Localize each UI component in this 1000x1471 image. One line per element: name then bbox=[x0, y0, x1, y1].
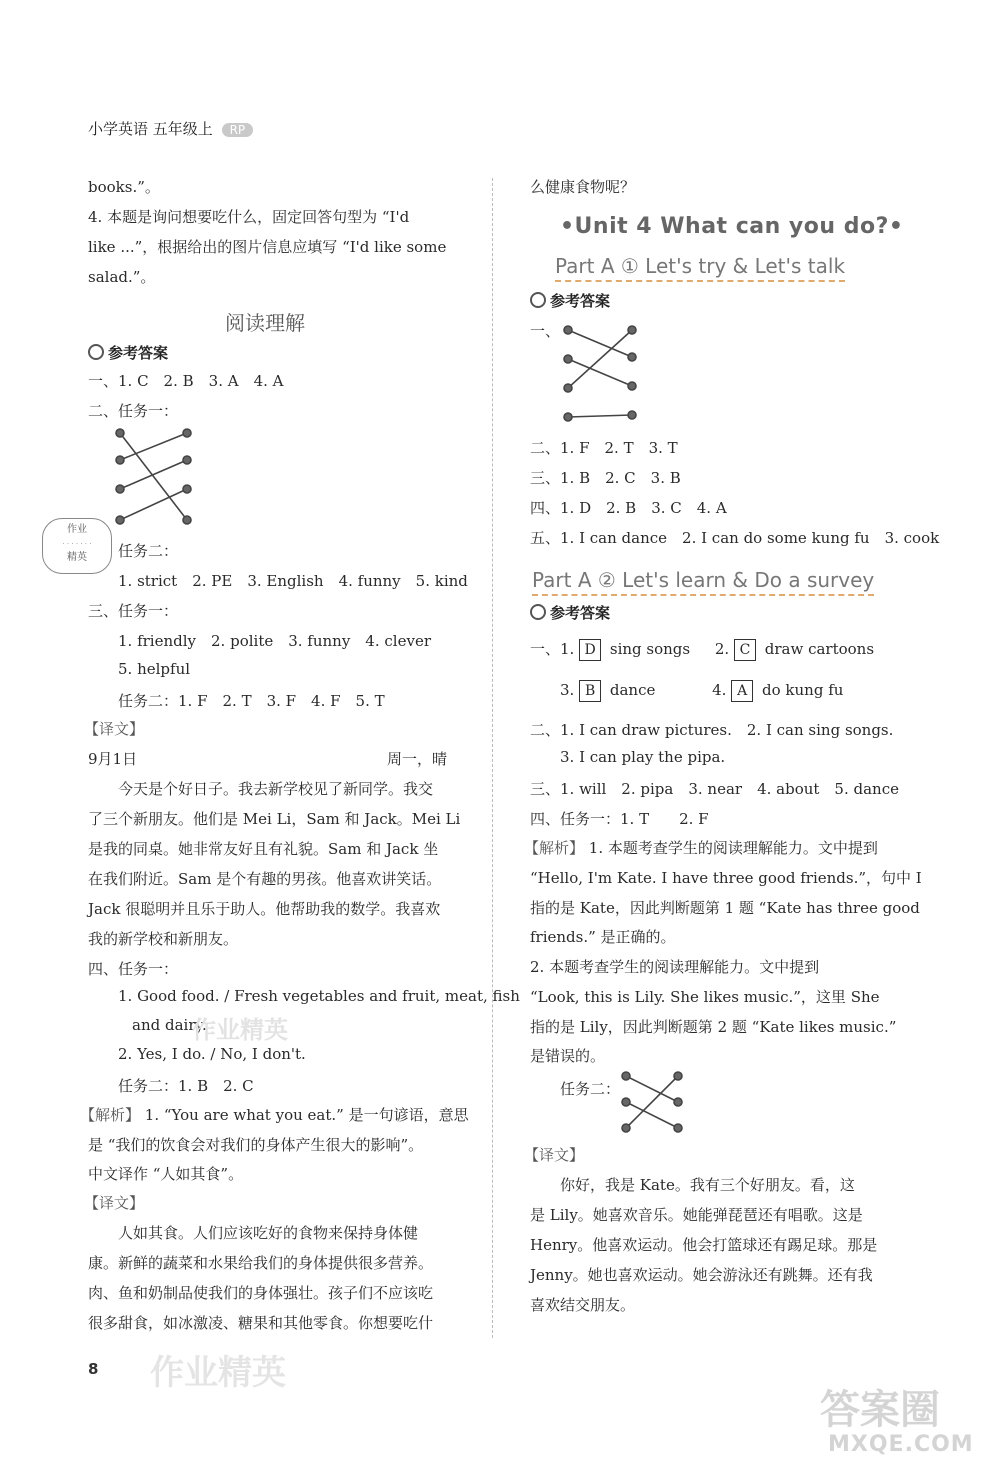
site-logo: 答案圈 bbox=[820, 1387, 940, 1433]
answer-box: C bbox=[734, 639, 756, 661]
left-line: salad.”。 bbox=[88, 268, 156, 286]
left-line: 4. 本题是询问想要吃什么，固定回答句型为 “I'd bbox=[88, 208, 410, 226]
answer-line: 五、1. I can dance 2. I can do some kung fu 3. cook bbox=[530, 529, 940, 547]
analysis-line: 2. 本题考查学生的阅读理解能力。文中提到 bbox=[530, 958, 820, 976]
answer-line: 三、1. will 2. pipa 3. near 4. about 5. dance bbox=[530, 780, 899, 798]
answer-line: 任务二：1. B 2. C bbox=[118, 1077, 254, 1095]
analysis-line: 是 “我们的饮食会对我们的身体产生很大的影响”。 bbox=[88, 1136, 424, 1154]
answer-line: 任务二：1. F 2. T 3. F 4. F 5. T bbox=[118, 692, 385, 710]
matching-diagram bbox=[620, 1070, 686, 1136]
answer-line: 3. I can play the pipa. bbox=[560, 748, 726, 766]
answer-line: 5. helpful bbox=[118, 660, 191, 678]
magnifier-icon bbox=[530, 604, 546, 620]
box-answer-row: 3. B dance 4. A do kung fu bbox=[560, 680, 843, 702]
translation-tag: 【译文】 bbox=[84, 720, 145, 738]
part-title: Part A ② Let's learn & Do a survey bbox=[532, 568, 874, 596]
answer-line: 1. strict 2. PE 3. English 4. funny 5. kind bbox=[118, 572, 468, 590]
part-title: Part A ① Let's try & Let's talk bbox=[555, 254, 845, 282]
translation-line: 肉、鱼和奶制品使我们的身体强壮。孩子们不应该吃 bbox=[88, 1284, 434, 1302]
answer-heading: 参考答案 bbox=[530, 290, 610, 311]
answer-line: 二、1. F 2. T 3. T bbox=[530, 439, 678, 457]
analysis-line: “Look, this is Lily. She likes music.”，这里 She bbox=[530, 988, 880, 1006]
translation-tag: 【译文】 bbox=[84, 1194, 145, 1212]
translation-line: 今天是个好日子。我去新学校见了新同学。我交 bbox=[118, 780, 434, 798]
translation-line: Jenny。她也喜欢运动。她会游泳还有跳舞。还有我 bbox=[530, 1266, 873, 1284]
magnifier-icon bbox=[530, 292, 546, 308]
edition-badge: RP bbox=[222, 123, 254, 137]
translation-line: Jack 很聪明并且乐于助人。他帮助我的数学。我喜欢 bbox=[88, 900, 441, 918]
analysis-line: 指的是 Lily，因此判断题第 2 题 “Kate likes music.” bbox=[530, 1018, 897, 1036]
answer-line: 三、任务一： bbox=[88, 602, 179, 620]
left-line: like ...”，根据给出的图片信息应填写 “I'd like some bbox=[88, 238, 447, 256]
answer-line: and dairy. bbox=[132, 1016, 207, 1034]
answer-line: 四、1. D 2. B 3. C 4. A bbox=[530, 499, 727, 517]
publisher-stamp: 作业 · · · · · · · 精英 bbox=[42, 518, 112, 574]
answer-line: 一、1. C 2. B 3. A 4. A bbox=[88, 372, 284, 390]
answer-line: 四、任务一：1. T 2. F bbox=[530, 810, 709, 828]
section-title: 阅读理解 bbox=[225, 311, 305, 335]
diary-weekday: 周一，晴 bbox=[387, 750, 448, 768]
answer-line: 二、1. I can draw pictures. 2. I can sing songs. bbox=[530, 721, 894, 739]
analysis-line: 中文译作 “人如其食”。 bbox=[88, 1165, 244, 1183]
task-two-label: 任务二： bbox=[560, 1080, 621, 1098]
translation-line: 康。新鲜的蔬菜和水果给我们的身体提供很多营养。 bbox=[88, 1254, 434, 1272]
answer-heading: 参考答案 bbox=[530, 602, 610, 623]
answer-line: 一、 bbox=[530, 322, 561, 340]
translation-line: 你好，我是 Kate。我有三个好朋友。看，这 bbox=[560, 1176, 855, 1194]
page-number: 8 bbox=[88, 1360, 99, 1378]
answer-line: 任务二： bbox=[118, 542, 179, 560]
analysis-line: friends.” 是正确的。 bbox=[530, 928, 676, 946]
watermark-bottom: 作业精英 bbox=[150, 1353, 286, 1393]
translation-line: 喜欢结交朋友。 bbox=[530, 1296, 636, 1314]
translation-line: 是我的同桌。她非常友好且有礼貌。Sam 和 Jack 坐 bbox=[88, 840, 439, 858]
analysis-line: 指的是 Kate，因此判断题第 1 题 “Kate has three good bbox=[530, 899, 920, 917]
column-divider bbox=[492, 178, 493, 1338]
translation-line: 人如其食。人们应该吃好的食物来保持身体健 bbox=[118, 1224, 419, 1242]
answer-line: 1. friendly 2. polite 3. funny 4. clever bbox=[118, 632, 431, 650]
translation-line: 很多甜食，如冰激凌、糖果和其他零食。你想要吃什 bbox=[88, 1314, 434, 1332]
book-header bbox=[88, 118, 253, 139]
translation-line: 是 Lily。她喜欢音乐。她能弹琵琶还有唱歌。这是 bbox=[530, 1206, 863, 1224]
translation-line: 在我们附近。Sam 是个有趣的男孩。他喜欢讲笑话。 bbox=[88, 870, 442, 888]
right-line: 么健康食物呢？ bbox=[530, 178, 636, 196]
watermark-mid: 作业精英 bbox=[192, 1016, 288, 1044]
unit-title: •Unit 4 What can you do?• bbox=[560, 214, 904, 239]
analysis-line: 【解析】 1. “You are what you eat.” 是一句谚语，意思 bbox=[80, 1106, 469, 1124]
answer-line: 2. Yes, I do. / No, I don't. bbox=[118, 1045, 306, 1063]
translation-line: Henry。他喜欢运动。他会打篮球还有踢足球。那是 bbox=[530, 1236, 878, 1254]
translation-tag: 【译文】 bbox=[524, 1146, 585, 1164]
matching-diagram bbox=[112, 425, 202, 525]
analysis-line: 是错误的。 bbox=[530, 1047, 606, 1065]
answer-box: B bbox=[579, 680, 601, 702]
analysis-tag: 【解析】 bbox=[524, 839, 585, 857]
translation-line: 了三个新朋友。他们是 Mei Li，Sam 和 Jack。Mei Li bbox=[88, 810, 461, 828]
analysis-tag: 【解析】 bbox=[80, 1106, 141, 1124]
analysis-line: 【解析】 1. 本题考查学生的阅读理解能力。文中提到 bbox=[524, 839, 878, 857]
header-title: 小学英语 五年级上 bbox=[88, 120, 213, 138]
answer-line: 四、任务一： bbox=[88, 960, 179, 978]
site-url: MXQE.COM bbox=[828, 1432, 974, 1457]
left-line: books.”。 bbox=[88, 178, 160, 196]
answer-box: D bbox=[579, 639, 601, 661]
answer-box: A bbox=[731, 680, 753, 702]
answer-line: 二、任务一： bbox=[88, 402, 179, 420]
answer-line: 三、1. B 2. C 3. B bbox=[530, 469, 681, 487]
analysis-line: “Hello, I'm Kate. I have three good friends.”，句中 I bbox=[530, 869, 922, 887]
diary-date: 9月1日 bbox=[88, 750, 138, 768]
answer-heading: 参考答案 bbox=[88, 342, 168, 363]
box-answer-row: 一、1. D sing songs 2. C draw cartoons bbox=[530, 638, 874, 661]
answer-line: 1. Good food. / Fresh vegetables and fruit, meat, fish bbox=[118, 987, 520, 1005]
translation-line: 我的新学校和新朋友。 bbox=[88, 930, 239, 948]
matching-diagram bbox=[560, 322, 642, 422]
magnifier-icon bbox=[88, 344, 104, 360]
